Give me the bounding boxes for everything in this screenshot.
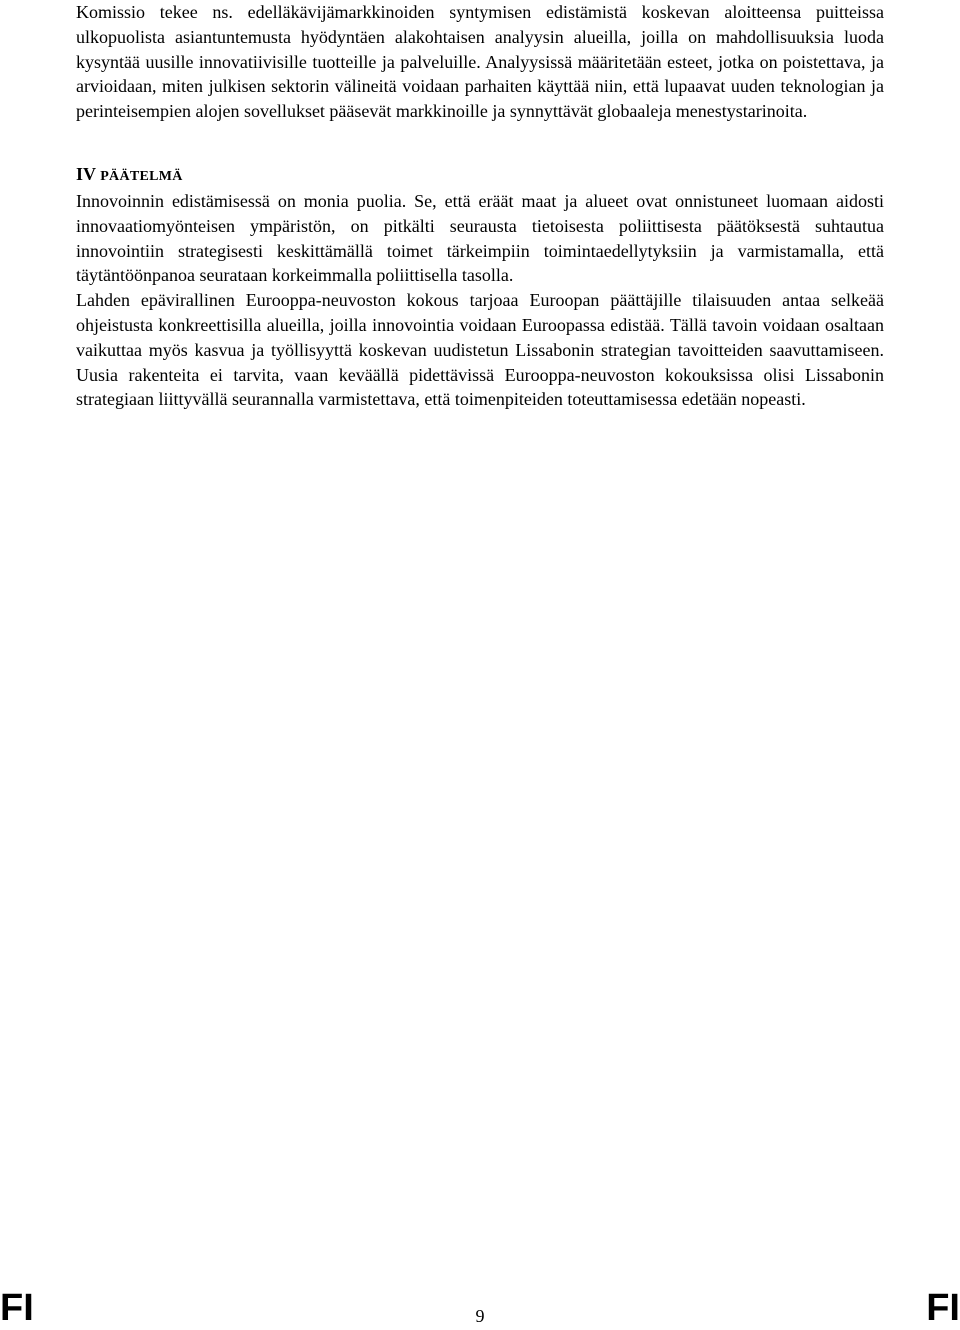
paragraph-innovation-aspects: Innovoinnin edistämisessä on monia puolia. Se, että eräät maat ja alueet ovat onnistuneet luomaan aidosti innovaatiomyönteisen ympäristön, on pitkälti seurausta tietoisesta poliittisesta päätöksestä suhtautua innovointiin strategisesti keskittämällä toimet tärkeimpiin toimintaedellytyksiin ja varmistamalla, että täytäntöönpanoa seurataan korkeimmalla poliittisella tasolla. bbox=[76, 190, 884, 286]
paragraph-lahti-council: Lahden epävirallinen Eurooppa-neuvoston kokous tarjoaa Euroopan päättäjille tilaisuuden antaa selkeää ohjeistusta konkreettisilla alueilla, joilla innovointia voidaan Euroopassa edistää. Tällä tavoin voidaan osaltaan vaikuttaa myös kasvua ja työllisyyttä koskevan uudistetun Lissabonin strategian tavoitteiden saavuttamiseen. Uusia rakenteita ei tarvita, vaan keväällä pidettävissä Eurooppa-neuvoston kokouksissa olisi Lissabonin strategiaan liittyvällä seurannalla varmistettava, että toimenpiteiden toteuttamisessa edetään nopeasti. bbox=[76, 290, 884, 410]
page-number: 9 bbox=[475, 1306, 485, 1326]
footer-language-right: FI bbox=[926, 1287, 960, 1329]
section-title: PÄÄTELMÄ bbox=[100, 168, 183, 184]
footer-language-left: FI bbox=[0, 1287, 34, 1329]
paragraph-commission-initiative: Komissio tekee ns. edelläkävijämarkkinoiden syntymisen edistämistä koskevan aloitteensa puitteissa ulkopuolista asiantuntemusta hyödyntäen alakohtaisen analyysin alueilla, joilla on mahdollisuuksia luoda kysyntää uusille innovatiivisille tuotteille ja palveluille. Analyysissä määritetään esteet, jotka on poistettava, ja arvioidaan, miten julkisen sektorin välineitä voidaan parhaiten käyttää niin, että lupaavat uuden teknologian ja perinteisempien alojen sovellukset pääsevät markkinoille ja synnyttävät globaaleja menestystarinoita. bbox=[76, 2, 884, 122]
section-number: IV bbox=[76, 163, 96, 184]
document-body bbox=[76, 0, 884, 412]
section-heading bbox=[76, 162, 884, 189]
